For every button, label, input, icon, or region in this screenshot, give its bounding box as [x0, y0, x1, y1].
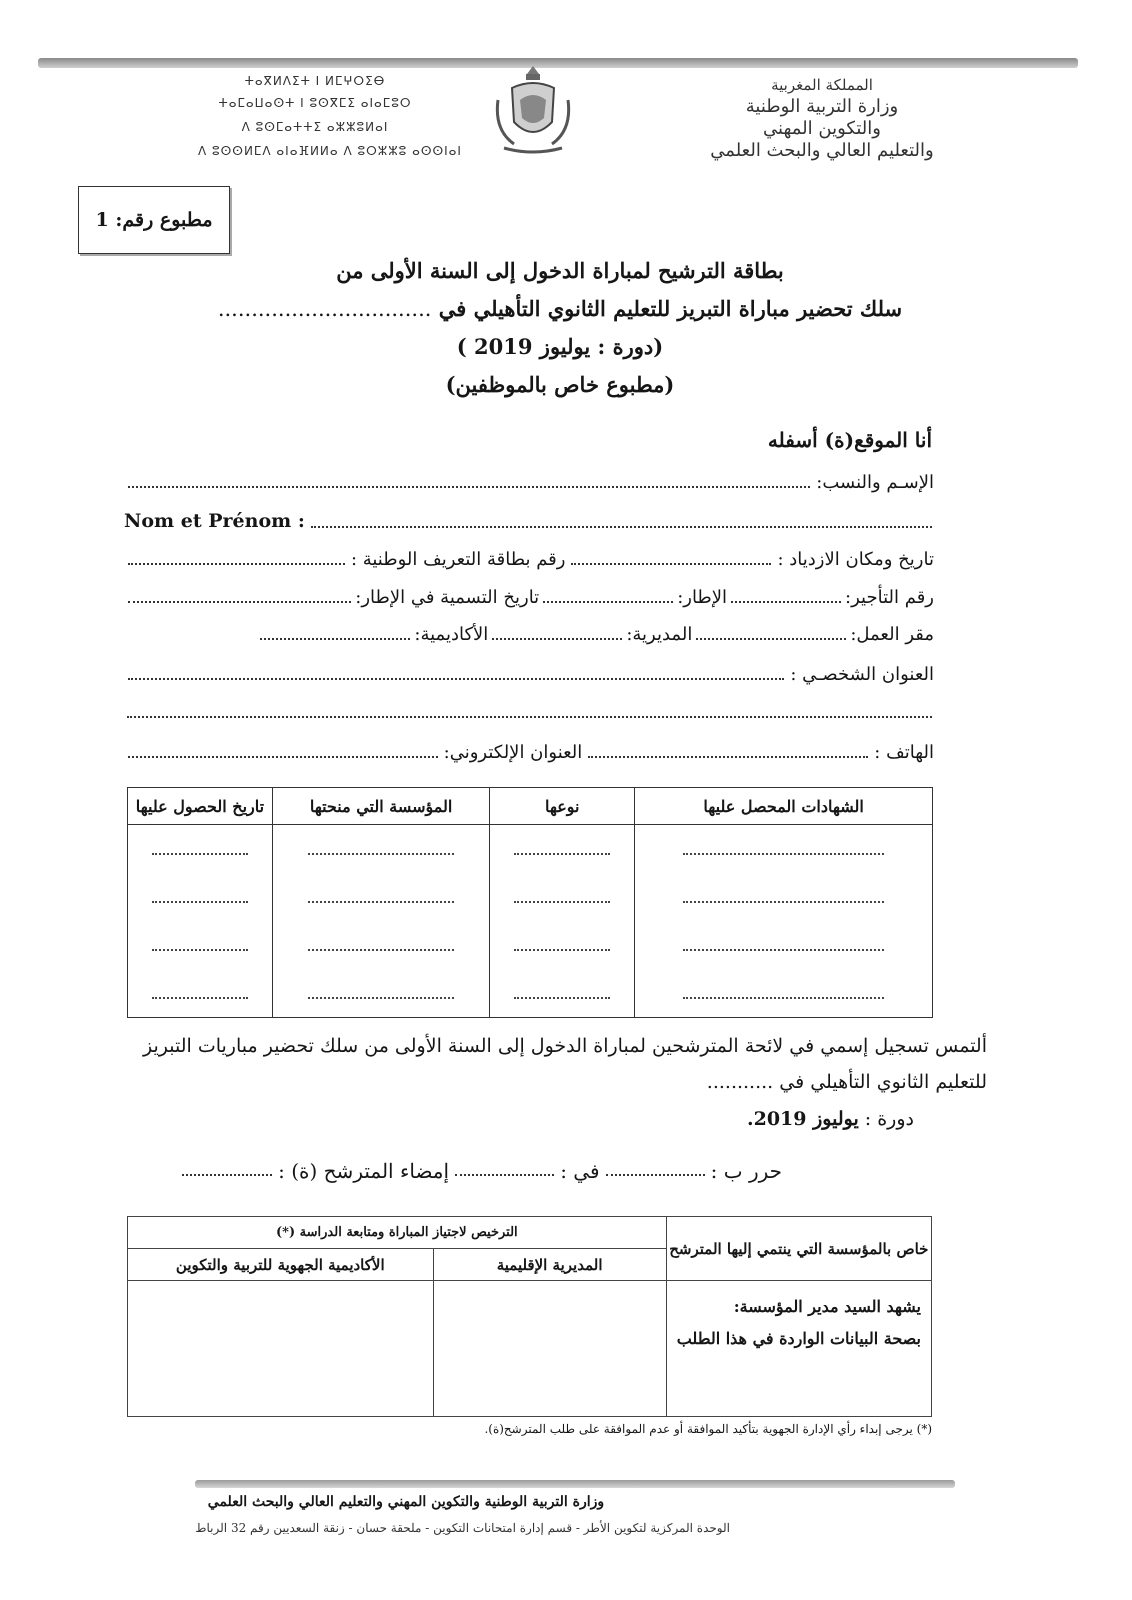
footer-rule — [195, 1480, 955, 1488]
date-cell[interactable] — [128, 825, 273, 874]
certify-cell[interactable] — [666, 1281, 931, 1417]
diplomas-header-diploma: الشهادات المحصل عليها — [635, 788, 933, 825]
date-cell[interactable] — [128, 921, 273, 969]
request-blank[interactable]: ........... — [706, 1071, 774, 1093]
field-payroll-input[interactable] — [731, 583, 841, 603]
header-arabic — [692, 74, 952, 162]
field-address-row — [128, 660, 934, 690]
date-cell[interactable] — [128, 969, 273, 1018]
diploma-cell[interactable] — [635, 921, 933, 969]
field-name-ar — [128, 468, 934, 498]
field-name-ar-input[interactable] — [128, 468, 810, 488]
table-row — [128, 873, 933, 921]
certify-line-2: بصحة البيانات الواردة في هذا الطلب — [676, 1329, 921, 1348]
approval-header-row — [128, 1217, 932, 1249]
header-arabic-line-2: وزارة التربية الوطنية — [745, 96, 899, 117]
field-phone-input[interactable] — [588, 738, 868, 758]
regional-cell[interactable] — [128, 1281, 434, 1417]
field-directorate-input[interactable] — [492, 620, 622, 640]
footnote: (*) يرجى إبداء رأي الإدارة الجهوية بتأكيد الموافقة أو عدم الموافقة على طلب المترشح(ة). — [484, 1422, 932, 1436]
request-session-value: يوليوز 2019. — [746, 1108, 859, 1130]
diploma-cell[interactable] — [635, 873, 933, 921]
signature-label: إمضاء المترشح (ة) : — [278, 1159, 450, 1183]
field-workplace-label: مقر العمل: — [850, 624, 934, 645]
signature-row — [182, 1156, 782, 1186]
field-grade-input[interactable] — [543, 583, 673, 603]
diploma-cell[interactable] — [635, 825, 933, 874]
signature-input[interactable] — [182, 1156, 272, 1176]
header-arabic-line-1: المملكة المغربية — [771, 76, 873, 94]
institution-cell[interactable] — [272, 921, 489, 969]
field-address-line-2[interactable] — [127, 698, 932, 718]
field-grade-date-input[interactable] — [128, 583, 351, 603]
written-at-label: حرر ب : — [710, 1159, 782, 1183]
field-academy-label: الأكاديمية: — [414, 624, 489, 645]
title-form-type: (مطبوع خاص بالموظفين) — [445, 372, 675, 397]
field-name-fr — [124, 506, 932, 536]
field-contact-row — [128, 738, 934, 768]
authorization-header: الترخيص لاجتياز المباراة ومتابعة الدراسة (*) — [128, 1217, 667, 1249]
footer-line-2: الوحدة المركزية لتكوين الأطر - قسم إدارة امتحانات التكوين - ملحقة حسان - زنقة السعديين رقم 32 الرباط — [195, 1521, 730, 1535]
type-cell[interactable] — [490, 825, 635, 874]
tifinagh-line-3: ⴷ ⵓⵙⵎⴰⵜⵜⵉ ⴰⵣⵣⵓⵍⴰⵏ — [241, 120, 389, 134]
diplomas-header-date: تاريخ الحصول عليها — [128, 788, 273, 825]
date-input[interactable] — [455, 1156, 554, 1176]
diplomas-header-type: نوعها — [490, 788, 635, 825]
type-cell[interactable] — [490, 969, 635, 1018]
approval-body-row — [128, 1281, 932, 1417]
table-row — [128, 921, 933, 969]
diplomas-header-institution: المؤسسة التي منحتها — [272, 788, 489, 825]
header-arabic-line-3: والتكوين المهني — [763, 118, 881, 139]
institution-cell[interactable] — [272, 969, 489, 1018]
field-grade-date-label: تاريخ التسمية في الإطار: — [355, 587, 540, 608]
date-label: في : — [560, 1159, 600, 1183]
header-arabic-line-4: والتعليم العالي والبحث العلمي — [710, 140, 934, 161]
institution-cell[interactable] — [272, 825, 489, 874]
written-at-input[interactable] — [606, 1156, 705, 1176]
title-line-2 — [180, 296, 940, 321]
request-paragraph — [87, 1028, 987, 1100]
title-line-2-text: سلك تحضير مباراة التبريز للتعليم الثانوي التأهيلي في — [438, 296, 903, 321]
field-name-fr-input[interactable] — [311, 506, 932, 528]
date-cell[interactable] — [128, 873, 273, 921]
field-cin-input[interactable] — [128, 545, 345, 565]
request-session-label: دورة : — [864, 1108, 914, 1130]
field-birth-label: تاريخ ومكان الازدياد : — [777, 549, 934, 570]
field-academy-input[interactable] — [260, 620, 410, 640]
provincial-cell[interactable] — [433, 1281, 666, 1417]
declarant-heading: أنا الموقع(ة) أسفله — [767, 428, 932, 452]
tifinagh-line-4: ⴷ ⵓⵙⵙⵍⵎⴷ ⴰⵏⴰⴼⵍⵍⴰ ⴷ ⵓⵔⵣⵣⵓ ⴰⵙⵙⵏⴰⵏ — [198, 144, 462, 158]
table-row — [128, 969, 933, 1018]
type-cell[interactable] — [490, 921, 635, 969]
tifinagh-line-1: ⵜⴰⴳⵍⴷⵉⵜ ⵏ ⵍⵎⵖⵔⵉⴱ — [244, 74, 386, 88]
field-work-row — [128, 620, 934, 650]
field-name-ar-label: الإسـم والنسب: — [816, 472, 934, 493]
institution-header: خاص بالمؤسسة التي ينتمي إليها المترشح — [666, 1217, 931, 1281]
table-row — [128, 825, 933, 874]
field-name-fr-label: Nom et Prénom : — [124, 510, 305, 532]
request-session — [747, 1108, 914, 1130]
footer-line-1: وزارة التربية الوطنية والتكوين المهني والتعليم العالي والبحث العلمي — [207, 1494, 605, 1510]
royal-emblem-icon — [490, 60, 576, 160]
approval-table — [127, 1216, 932, 1417]
field-email-label: العنوان الإلكتروني: — [443, 742, 583, 763]
institution-cell[interactable] — [272, 873, 489, 921]
title-line-2-blank: ................................ — [217, 297, 432, 321]
form-number-box: مطبوع رقم: 1 — [78, 186, 230, 254]
field-birth-row — [128, 545, 934, 575]
certify-line-1: يشهد السيد مدير المؤسسة: — [733, 1297, 921, 1316]
field-directorate-label: المديرية: — [626, 624, 693, 645]
field-phone-label: الهاتف : — [874, 742, 934, 763]
field-grade-label: الإطار: — [677, 587, 728, 608]
field-address-label: العنوان الشخصـي : — [790, 664, 934, 685]
request-text: ألتمس تسجيل إسمي في لائحة المترشحين لمباراة الدخول إلى السنة الأولى من سلك تحضير مباريات التبريز للتعليم الثانوي التأهيلي في — [143, 1035, 987, 1093]
field-cin-label: رقم بطاقة التعريف الوطنية : — [350, 549, 566, 570]
tifinagh-line-2: ⵜⴰⵎⴰⵡⴰⵙⵜ ⵏ ⵓⵙⴳⵎⵉ ⴰⵏⴰⵎⵓⵔ — [218, 96, 412, 110]
title-line-1: بطاقة الترشيح لمباراة الدخول إلى السنة الأولى من — [336, 258, 784, 283]
diplomas-table — [127, 787, 933, 1018]
diploma-cell[interactable] — [635, 969, 933, 1018]
field-address-input[interactable] — [128, 660, 784, 680]
field-birth-input[interactable] — [571, 545, 771, 565]
regional-header: الأكاديمية الجهوية للتربية والتكوين — [128, 1249, 434, 1281]
diplomas-header-row — [128, 788, 933, 825]
field-workplace-input[interactable] — [696, 620, 846, 640]
field-email-input[interactable] — [128, 738, 438, 758]
field-payroll-row — [128, 583, 934, 613]
field-payroll-label: رقم التأجير: — [845, 587, 934, 608]
provincial-header: المديرية الإقليمية — [433, 1249, 666, 1281]
title-session: (دورة : يوليوز 2019 ) — [456, 334, 664, 359]
type-cell[interactable] — [490, 873, 635, 921]
